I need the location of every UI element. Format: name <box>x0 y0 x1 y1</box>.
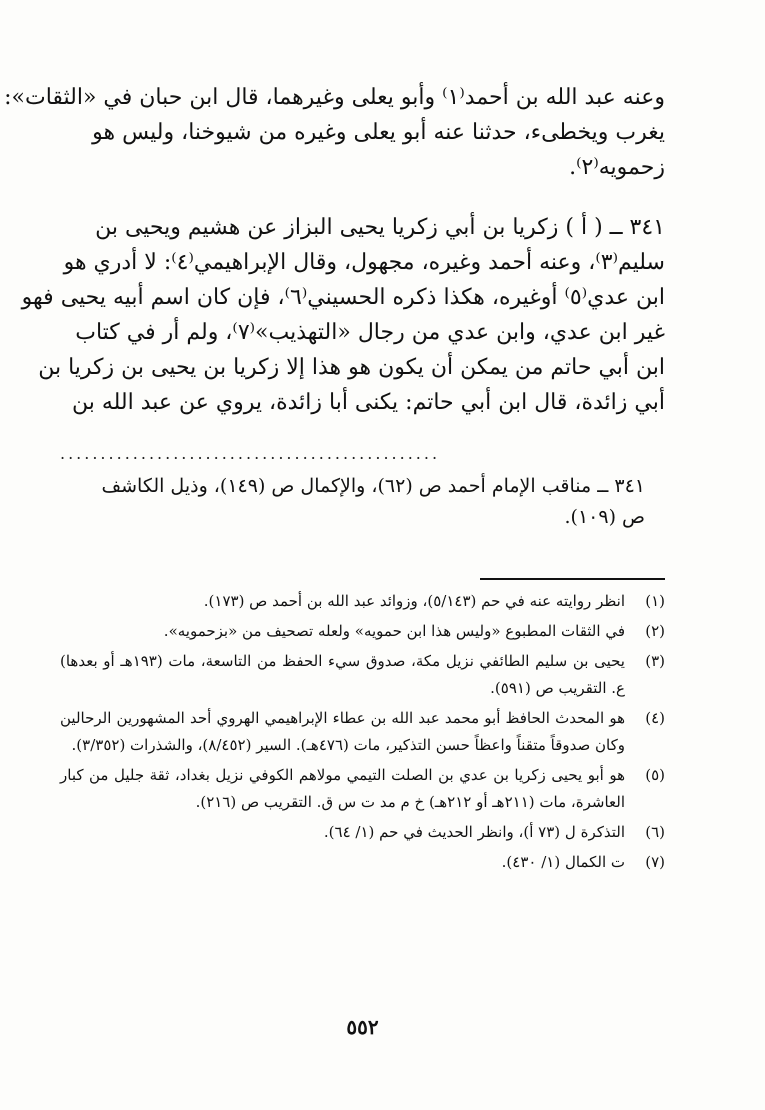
footnote-text: هو أبو يحيى زكريا بن عدي بن الصلت التيمي مولاهم الكوفي نزيل بغداد، ثقة جليل من كبار العاشرة، مات (٢١١هـ أو ٢١٢هـ) خ م مد ت س ق. التقريب ص (٢١٦). <box>60 766 625 811</box>
footnote-text: يحيى بن سليم الطائفي نزيل مكة، صدوق سيء الحفظ من التاسعة، مات (١٩٣هـ أو بعدها) ع. التقريب ص (٥٩١). <box>60 652 625 697</box>
footnote-text: ت الكمال (١/ ٤٣٠). <box>501 853 625 871</box>
footnote <box>60 618 665 645</box>
footnote-number: (٤) <box>645 709 665 727</box>
text-line: ٣٤١ ــ ( أ ) زكريا بن أبي زكريا يحيى البزاز عن هشيم ويحيى بن <box>95 215 665 240</box>
text-line: وعنه عبد الله بن أحمد⁽١⁾ وأبو يعلى وغيرهما، قال ابن حبان في «الثقات»: <box>4 85 665 110</box>
footnote <box>60 588 665 615</box>
footnotes <box>60 588 665 876</box>
text-line: يغرب ويخطىء، حدثنا عنه أبو يعلى وغيره من شيوخنا، وليس هو <box>92 120 665 145</box>
text-line: أبي زائدة، قال ابن أبي حاتم: يكنى أبا زائدة، يروي عن عبد الله بن <box>71 390 665 415</box>
footnote-text: في الثقات المطبوع «وليس هذا ابن حمويه» ولعله تصحيف من «بزحمويه». <box>163 622 625 640</box>
source-note <box>60 471 645 533</box>
footnote-text: انظر روايته عنه في حم (٥/١٤٣)، وزوائد عبد الله بن أحمد ص (١٧٣). <box>203 592 625 610</box>
footnote <box>60 648 665 702</box>
footnote-text: هو المحدث الحافظ أبو محمد عبد الله بن عطاء الإبراهيمي الهروي أحد المشهورين الرحالين وكان صدوقاً متقناً واعظاً حسن التذكير، مات (٤٧٦هـ). السير (٨/٤٥٢)، والشذرات (٣/٣٥٢). <box>60 709 625 754</box>
footnote-number: (١) <box>645 592 665 610</box>
text-line: ٣٤١ ــ مناقب الإمام أحمد ص (٦٢)، والإكمال ص (١٤٩)، وذيل الكاشف <box>101 475 645 497</box>
footnote-number: (٧) <box>645 853 665 871</box>
text-line: زحمويه⁽٢⁾. <box>569 155 665 180</box>
entry-341 <box>21 210 665 420</box>
text-line: ابن أبي حاتم من يمكن أن يكون هو هذا إلا زكريا بن يحيى بن زكريا بن <box>38 355 665 380</box>
text-line: ابن عدي⁽٥⁾ أوغيره، هكذا ذكره الحسيني⁽٦⁾، فإن كان اسم أبيه يحيى فهو <box>21 285 665 310</box>
book-page <box>4 80 665 1080</box>
page-number: ٥٥٢ <box>346 1015 379 1039</box>
footnote <box>60 705 665 759</box>
text-line: ص (١٠٩). <box>564 506 645 528</box>
main-text <box>4 80 665 420</box>
footnote <box>60 849 665 876</box>
footnote <box>60 762 665 816</box>
footnote-number: (٦) <box>645 823 665 841</box>
footnote-text: التذكرة ل (٧٣ أ)، وانظر الحديث في حم (١/ ٦٤). <box>323 823 625 841</box>
dotted-separator: ............................................... <box>60 444 441 463</box>
footnote <box>60 819 665 846</box>
footnote-number: (٣) <box>645 652 665 670</box>
footnote-number: (٥) <box>645 766 665 784</box>
paragraph-1 <box>4 80 665 185</box>
footnote-number: (٢) <box>645 622 665 640</box>
text-line: سليم⁽٣⁾، وعنه أحمد وغيره، مجهول، وقال الإبراهيمي⁽٤⁾: لا أدري هو <box>63 250 665 275</box>
text-line: غير ابن عدي، وابن عدي من رجال «التهذيب»⁽٧⁾، ولم أر في كتاب <box>75 320 665 345</box>
footnote-rule <box>480 578 665 580</box>
